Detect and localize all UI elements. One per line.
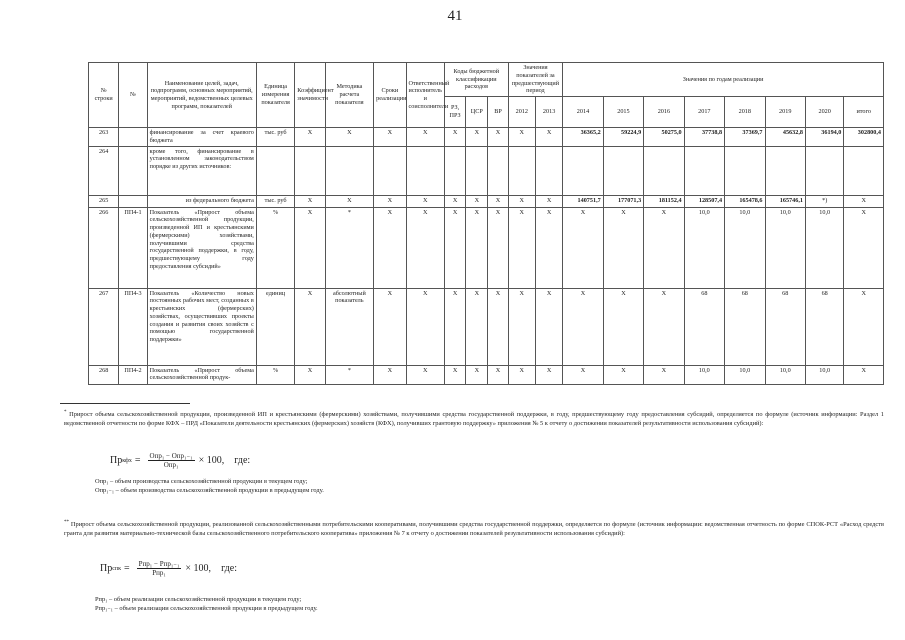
- footnote-2-mark: **: [64, 520, 69, 525]
- cell-method: X: [325, 128, 374, 147]
- formula-1: Пр кфх = $\frac{\text{Опр₁ − Опр₁₋₁}}{\text{Опр₁}}$ × 100, где:: [110, 452, 251, 469]
- cell-2017: 128507,4: [684, 195, 724, 207]
- header-year-2018: 2018: [725, 97, 765, 128]
- cell-row: 263: [89, 128, 119, 147]
- cell-name: из федерального бюджета: [147, 195, 256, 207]
- formula-1-denominator: Опр₁: [163, 461, 179, 469]
- formula-2-where: где:: [221, 563, 237, 574]
- cell-vr: X: [488, 207, 508, 288]
- cell-2017: 37738,8: [684, 128, 724, 147]
- cell-rz: X: [444, 207, 465, 288]
- cell-2020: *): [805, 195, 843, 207]
- cell-total: X: [844, 288, 884, 365]
- cell-row: 267: [89, 288, 119, 365]
- cell-2019: 10,0: [765, 365, 805, 384]
- footnote-1: [64, 410, 884, 428]
- cell-no: [119, 128, 147, 147]
- formula-1-lhs: Пр: [110, 455, 123, 466]
- cell-2019: 10,0: [765, 207, 805, 288]
- cell-vr: X: [488, 288, 508, 365]
- footnote-1-legend: [95, 478, 324, 496]
- cell-2015: X: [603, 365, 643, 384]
- formula-1-where: где:: [234, 455, 251, 466]
- formula-1-fraction: [148, 452, 195, 469]
- legend-line: Рпр₁ – объем реализации сельскохозяйственной продукции в текущем году;: [95, 596, 302, 603]
- header-year-2017: 2017: [684, 97, 724, 128]
- cell-coef: [295, 146, 325, 195]
- page-number: 41: [447, 8, 463, 24]
- header-year-2016: 2016: [644, 97, 684, 128]
- cell-csr: X: [466, 195, 488, 207]
- cell-total: X: [844, 207, 884, 288]
- cell-coef: X: [295, 207, 325, 288]
- cell-total: X: [844, 365, 884, 384]
- table-row: [89, 128, 884, 147]
- cell-2015: 177071,3: [603, 195, 643, 207]
- header-year-2014: 2014: [563, 97, 603, 128]
- cell-no: ПП4-2: [119, 365, 147, 384]
- cell-coef: X: [295, 128, 325, 147]
- header-csr: ЦСР: [466, 97, 488, 128]
- cell-rz: X: [444, 288, 465, 365]
- cell-2020: 68: [805, 288, 843, 365]
- footnote-2: [64, 520, 884, 538]
- header-year-2020: 2020: [805, 97, 843, 128]
- cell-resp: X: [406, 365, 444, 384]
- cell-method: X: [325, 195, 374, 207]
- cell-unit: тыс. руб: [256, 195, 294, 207]
- formula-2-lhs-sub: спк: [112, 565, 122, 572]
- legend-line: Опр₁ – объем производства сельскохозяйственной продукции в текущем году;: [95, 478, 308, 485]
- cell-terms: X: [374, 128, 406, 147]
- header-year-2015: 2015: [603, 97, 643, 128]
- cell-csr: X: [466, 288, 488, 365]
- cell-total: 302800,4: [844, 128, 884, 147]
- cell-2015: [603, 146, 643, 195]
- cell-2012: X: [508, 365, 535, 384]
- cell-unit: [256, 146, 294, 195]
- formula-2-denominator: Рпр₁: [152, 569, 166, 577]
- cell-resp: X: [406, 288, 444, 365]
- cell-2014: [563, 146, 603, 195]
- cell-2014: 140751,7: [563, 195, 603, 207]
- header-terms: Сроки реализации: [374, 63, 406, 128]
- formula-2-rhs: × 100,: [185, 563, 212, 574]
- cell-2018: [725, 146, 765, 195]
- header-no: №: [119, 63, 147, 128]
- header-unit: Единица измерения показателя: [256, 63, 294, 128]
- cell-2016: X: [644, 207, 684, 288]
- cell-vr: X: [488, 128, 508, 147]
- cell-rz: X: [444, 365, 465, 384]
- header-year-2019: 2019: [765, 97, 805, 128]
- cell-2018: 68: [725, 288, 765, 365]
- cell-resp: X: [406, 128, 444, 147]
- footnote-1-text: Прирост объема сельскохозяйственной продукции, произведенной ИП и крестьянскими (фермерскими) хозяйствами, получившими средства государственной поддержки, в году, предшествующему году предоставления субсидий, определяется по формуле (источник информации: Раздел 1 ведомственной отчетности по форме КФХ – ПРД «Показатели деятельности крестьянских (фермерских) хозяйств (КФХ), получивших грантовую поддержку» приложения № 5 к отчету о достижении показателей результативности использования субсидий):: [64, 411, 884, 427]
- cell-2012: X: [508, 195, 535, 207]
- formula-2-lhs: Пр: [100, 563, 113, 574]
- cell-2019: 45632,8: [765, 128, 805, 147]
- cell-rz: X: [444, 128, 465, 147]
- header-total: итого: [844, 97, 884, 128]
- cell-2017: 10,0: [684, 365, 724, 384]
- cell-2018: 10,0: [725, 207, 765, 288]
- cell-2014: X: [563, 207, 603, 288]
- cell-rz: X: [444, 195, 465, 207]
- cell-2017: 10,0: [684, 207, 724, 288]
- cell-2014: X: [563, 365, 603, 384]
- cell-2012: [508, 146, 535, 195]
- formula-2: Пр спк = $\frac{\text{Рпр₁ − Рпр₁₋₁}}{\text{Рпр₁}}$ × 100, где:: [100, 560, 237, 577]
- cell-2013: X: [535, 365, 562, 384]
- cell-terms: X: [374, 207, 406, 288]
- footnote-1-mark: *: [64, 410, 67, 415]
- formula-1-lhs-sub: кфх: [122, 457, 132, 464]
- cell-2012: X: [508, 288, 535, 365]
- header-method: Методика расчета показателя: [325, 63, 374, 128]
- cell-2015: X: [603, 288, 643, 365]
- cell-method: абсолютный показатель: [325, 288, 374, 365]
- cell-2015: 59224,9: [603, 128, 643, 147]
- cell-2016: [644, 146, 684, 195]
- footnote-2-legend: [95, 596, 318, 614]
- cell-2018: 165478,6: [725, 195, 765, 207]
- cell-csr: [466, 146, 488, 195]
- footnote-separator: [60, 403, 190, 404]
- cell-2016: 181152,4: [644, 195, 684, 207]
- cell-name: финансирование за счет краевого бюджета: [147, 128, 256, 147]
- cell-csr: X: [466, 207, 488, 288]
- cell-2012: X: [508, 128, 535, 147]
- cell-rz: [444, 146, 465, 195]
- cell-unit: тыс. руб: [256, 128, 294, 147]
- cell-vr: [488, 146, 508, 195]
- cell-2013: [535, 146, 562, 195]
- cell-2020: [805, 146, 843, 195]
- cell-row: 266: [89, 207, 119, 288]
- cell-2013: X: [535, 195, 562, 207]
- table-row: [89, 207, 884, 288]
- cell-resp: X: [406, 207, 444, 288]
- cell-2019: 68: [765, 288, 805, 365]
- cell-method: *: [325, 365, 374, 384]
- cell-coef: X: [295, 195, 325, 207]
- header-base-values: Значения показателей за предшествующий период: [508, 63, 563, 97]
- header-plan-values: Значения по годам реализации: [563, 63, 884, 97]
- table-row: [89, 195, 884, 207]
- cell-vr: X: [488, 365, 508, 384]
- cell-row: 268: [89, 365, 119, 384]
- cell-2012: X: [508, 207, 535, 288]
- table-row: [89, 288, 884, 365]
- cell-name: кроме того, финансирование в установленном законодательством порядке из других источников:: [147, 146, 256, 195]
- header-responsible: Ответственный исполнитель и соисполнители: [406, 63, 444, 128]
- cell-unit: %: [256, 207, 294, 288]
- cell-name: Показатель «Прирост объема сельскохозяйственной продук-: [147, 365, 256, 384]
- header-rz: РЗ, ПРЗ: [444, 97, 465, 128]
- cell-vr: X: [488, 195, 508, 207]
- cell-coef: X: [295, 288, 325, 365]
- cell-method: *: [325, 207, 374, 288]
- header-name: Наименование целей, задач, подпрограмм, основных мероприятий, мероприятий, ведомственных целевых программ, показателей: [147, 63, 256, 128]
- cell-2014: X: [563, 288, 603, 365]
- header-year-2012: 2012: [508, 97, 535, 128]
- cell-terms: X: [374, 195, 406, 207]
- cell-no: [119, 195, 147, 207]
- cell-2017: 68: [684, 288, 724, 365]
- cell-2016: X: [644, 365, 684, 384]
- indicators-table: [88, 62, 884, 385]
- cell-terms: [374, 146, 406, 195]
- cell-2020: 10,0: [805, 365, 843, 384]
- cell-total: [844, 146, 884, 195]
- cell-2013: X: [535, 207, 562, 288]
- cell-2019: 165746,1: [765, 195, 805, 207]
- cell-no: ПП4-1: [119, 207, 147, 288]
- cell-2013: X: [535, 288, 562, 365]
- cell-2018: 10,0: [725, 365, 765, 384]
- cell-2020: 36194,0: [805, 128, 843, 147]
- cell-method: [325, 146, 374, 195]
- formula-2-numerator: Рпр₁ − Рпр₁₋₁: [138, 560, 180, 568]
- cell-2017: [684, 146, 724, 195]
- cell-2018: 37369,7: [725, 128, 765, 147]
- cell-2013: X: [535, 128, 562, 147]
- footnote-2-text: Прирост объема сельскохозяйственной продукции, реализованной сельскохозяйственными потребительскими кооперативами, получившими средства государственной поддержки, определяется по формуле (источник информации: ведомственная отчетность по форме СПОК-РСТ «Расход средств гранта для развития материально-технической базы сельскохозяйственного потребительского кооператива» приложения № 7 к отчету о достижении показателей результативности использования субсидий):: [64, 521, 884, 537]
- cell-terms: X: [374, 365, 406, 384]
- legend-line: Опр₁₋₁ – объем производства сельскохозяйственной продукции в предыдущем году.: [95, 486, 324, 494]
- formula-2-fraction: [137, 560, 182, 577]
- header-coef: Коэффициент значимости: [295, 63, 325, 128]
- cell-2020: 10,0: [805, 207, 843, 288]
- formula-1-rhs: × 100,: [198, 455, 225, 466]
- cell-resp: [406, 146, 444, 195]
- cell-name: Показатель «Количество новых постоянных рабочих мест, созданных в крестьянских (фермерских) хозяйствах, осуществивших проекты создания и развития своих хозяйств с помощью государственной поддержки»: [147, 288, 256, 365]
- cell-unit: %: [256, 365, 294, 384]
- cell-unit: единиц: [256, 288, 294, 365]
- cell-2016: 50275,0: [644, 128, 684, 147]
- table-row: [89, 146, 884, 195]
- header-vr: ВР: [488, 97, 508, 128]
- formula-1-numerator: Опр₁ − Опр₁₋₁: [149, 452, 193, 460]
- cell-2014: 36365,2: [563, 128, 603, 147]
- cell-2015: X: [603, 207, 643, 288]
- cell-coef: X: [295, 365, 325, 384]
- cell-name: Показатель «Прирост объема сельскохозяйственной продукции, произведенной ИП и крестьянскими (фермерскими) хозяйствами, получившими средства государственной поддержки, в году, предшествующему году предоставления субсидий»: [147, 207, 256, 288]
- cell-2016: X: [644, 288, 684, 365]
- cell-total: X: [844, 195, 884, 207]
- table-row: [89, 365, 884, 384]
- cell-2019: [765, 146, 805, 195]
- cell-csr: X: [466, 365, 488, 384]
- legend-line: Рпр₁₋₁ – объем реализации сельскохозяйственной продукции в предыдущем году.: [95, 604, 318, 612]
- header-year-2013: 2013: [535, 97, 562, 128]
- cell-no: [119, 146, 147, 195]
- cell-row: 265: [89, 195, 119, 207]
- header-budget-codes: Коды бюджетной классификации расходов: [444, 63, 508, 97]
- cell-csr: X: [466, 128, 488, 147]
- cell-terms: X: [374, 288, 406, 365]
- cell-row: 264: [89, 146, 119, 195]
- cell-resp: X: [406, 195, 444, 207]
- header-row-no: № строки: [89, 63, 119, 128]
- cell-no: ПП4-3: [119, 288, 147, 365]
